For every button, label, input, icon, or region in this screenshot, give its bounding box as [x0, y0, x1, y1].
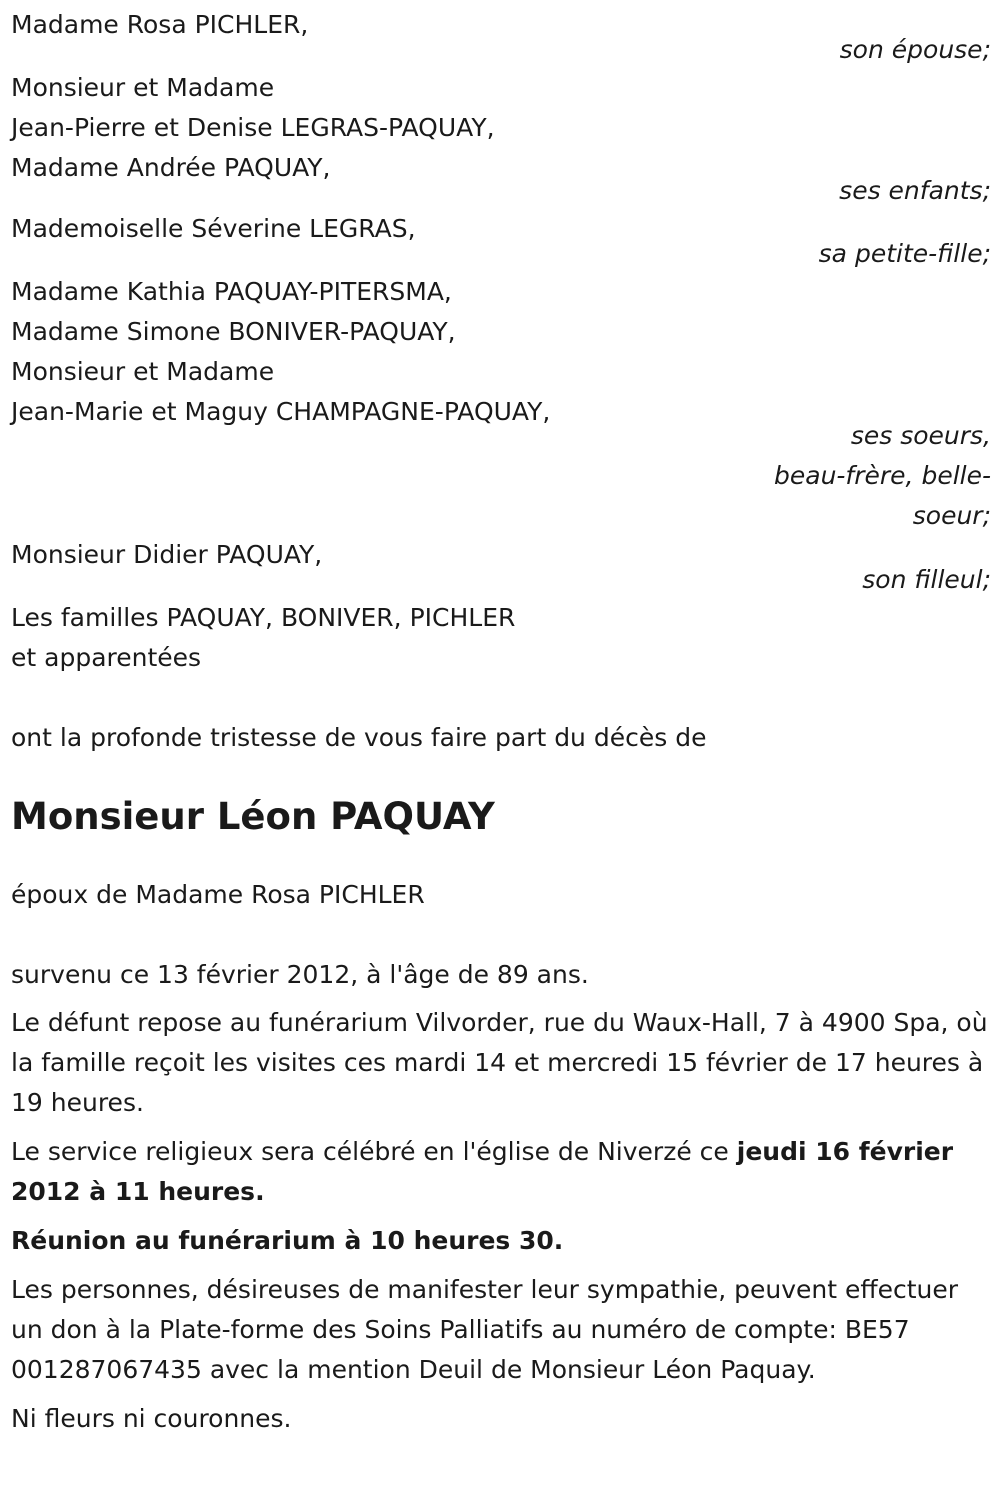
donation-details: Les personnes, désireuses de manifester leur sympathie, peuvent effectuer un don à la Plate-forme des Soins Palliatifs au numéro de compte: BE57 001287067435 avec la mention Deuil de Monsieur Léon Paquay.: [11, 1275, 959, 1384]
siblings-line: Jean-Marie et Maguy CHAMPAGNE-PAQUAY,: [11, 397, 551, 426]
siblings-role-line: beau-frère, belle-: [774, 461, 991, 490]
granddaughter-name: Mademoiselle Séverine LEGRAS,: [11, 214, 416, 243]
families-group: [11, 598, 991, 678]
spouse-name: Madame Rosa PICHLER,: [11, 10, 309, 39]
godson-name: Monsieur Didier PAQUAY,: [11, 540, 323, 569]
siblings-line: Monsieur et Madame: [11, 357, 275, 386]
service-date: jeudi 16 février 2012 à 11 heures.: [11, 1137, 954, 1206]
granddaughter-group: [11, 209, 991, 274]
service-intro: Le service religieux sera célébré en l'église de Niverzé ce: [11, 1137, 729, 1166]
siblings-line: Madame Simone BONIVER-PAQUAY,: [11, 317, 456, 346]
families-line: Les familles PAQUAY, BONIVER, PICHLER: [11, 603, 516, 632]
service-details: [11, 1132, 991, 1212]
meeting-details: Réunion au funérarium à 10 heures 30.: [11, 1226, 564, 1255]
deceased-name: Monsieur Léon PAQUAY: [11, 795, 495, 838]
granddaughter-role: sa petite-fille;: [818, 239, 991, 268]
announcement-text: ont la profonde tristesse de vous faire part du décès de: [11, 723, 707, 752]
siblings-role-line: ses soeurs,: [850, 421, 991, 450]
children-group: [11, 68, 991, 211]
children-line: Jean-Pierre et Denise LEGRAS-PAQUAY,: [11, 113, 495, 142]
flowers-note: Ni fleurs ni couronnes.: [11, 1404, 292, 1433]
obituary-content: [11, 0, 991, 1439]
spouse-role: son épouse;: [839, 35, 991, 64]
siblings-line: Madame Kathia PAQUAY-PITERSMA,: [11, 277, 452, 306]
godson-role: son filleul;: [862, 565, 991, 594]
deceased-spouse-of: époux de Madame Rosa PICHLER: [11, 880, 425, 909]
spouse-group: [11, 0, 991, 70]
siblings-group: [11, 272, 991, 536]
siblings-role: [751, 416, 991, 536]
children-role: ses enfants;: [839, 176, 991, 205]
families-line: et apparentées: [11, 643, 202, 672]
death-details: survenu ce 13 février 2012, à l'âge de 89 ans.: [11, 960, 589, 989]
children-line: Madame Andrée PAQUAY,: [11, 153, 331, 182]
godson-group: [11, 535, 991, 600]
siblings-role-line: soeur;: [912, 501, 991, 530]
repose-details: Le défunt repose au funérarium Vilvorder, rue du Waux-Hall, 7 à 4900 Spa, où la famille reçoit les visites ces mardi 14 et mercredi 15 février de 17 heures à 19 heures.: [11, 1008, 988, 1117]
children-line: Monsieur et Madame: [11, 73, 275, 102]
